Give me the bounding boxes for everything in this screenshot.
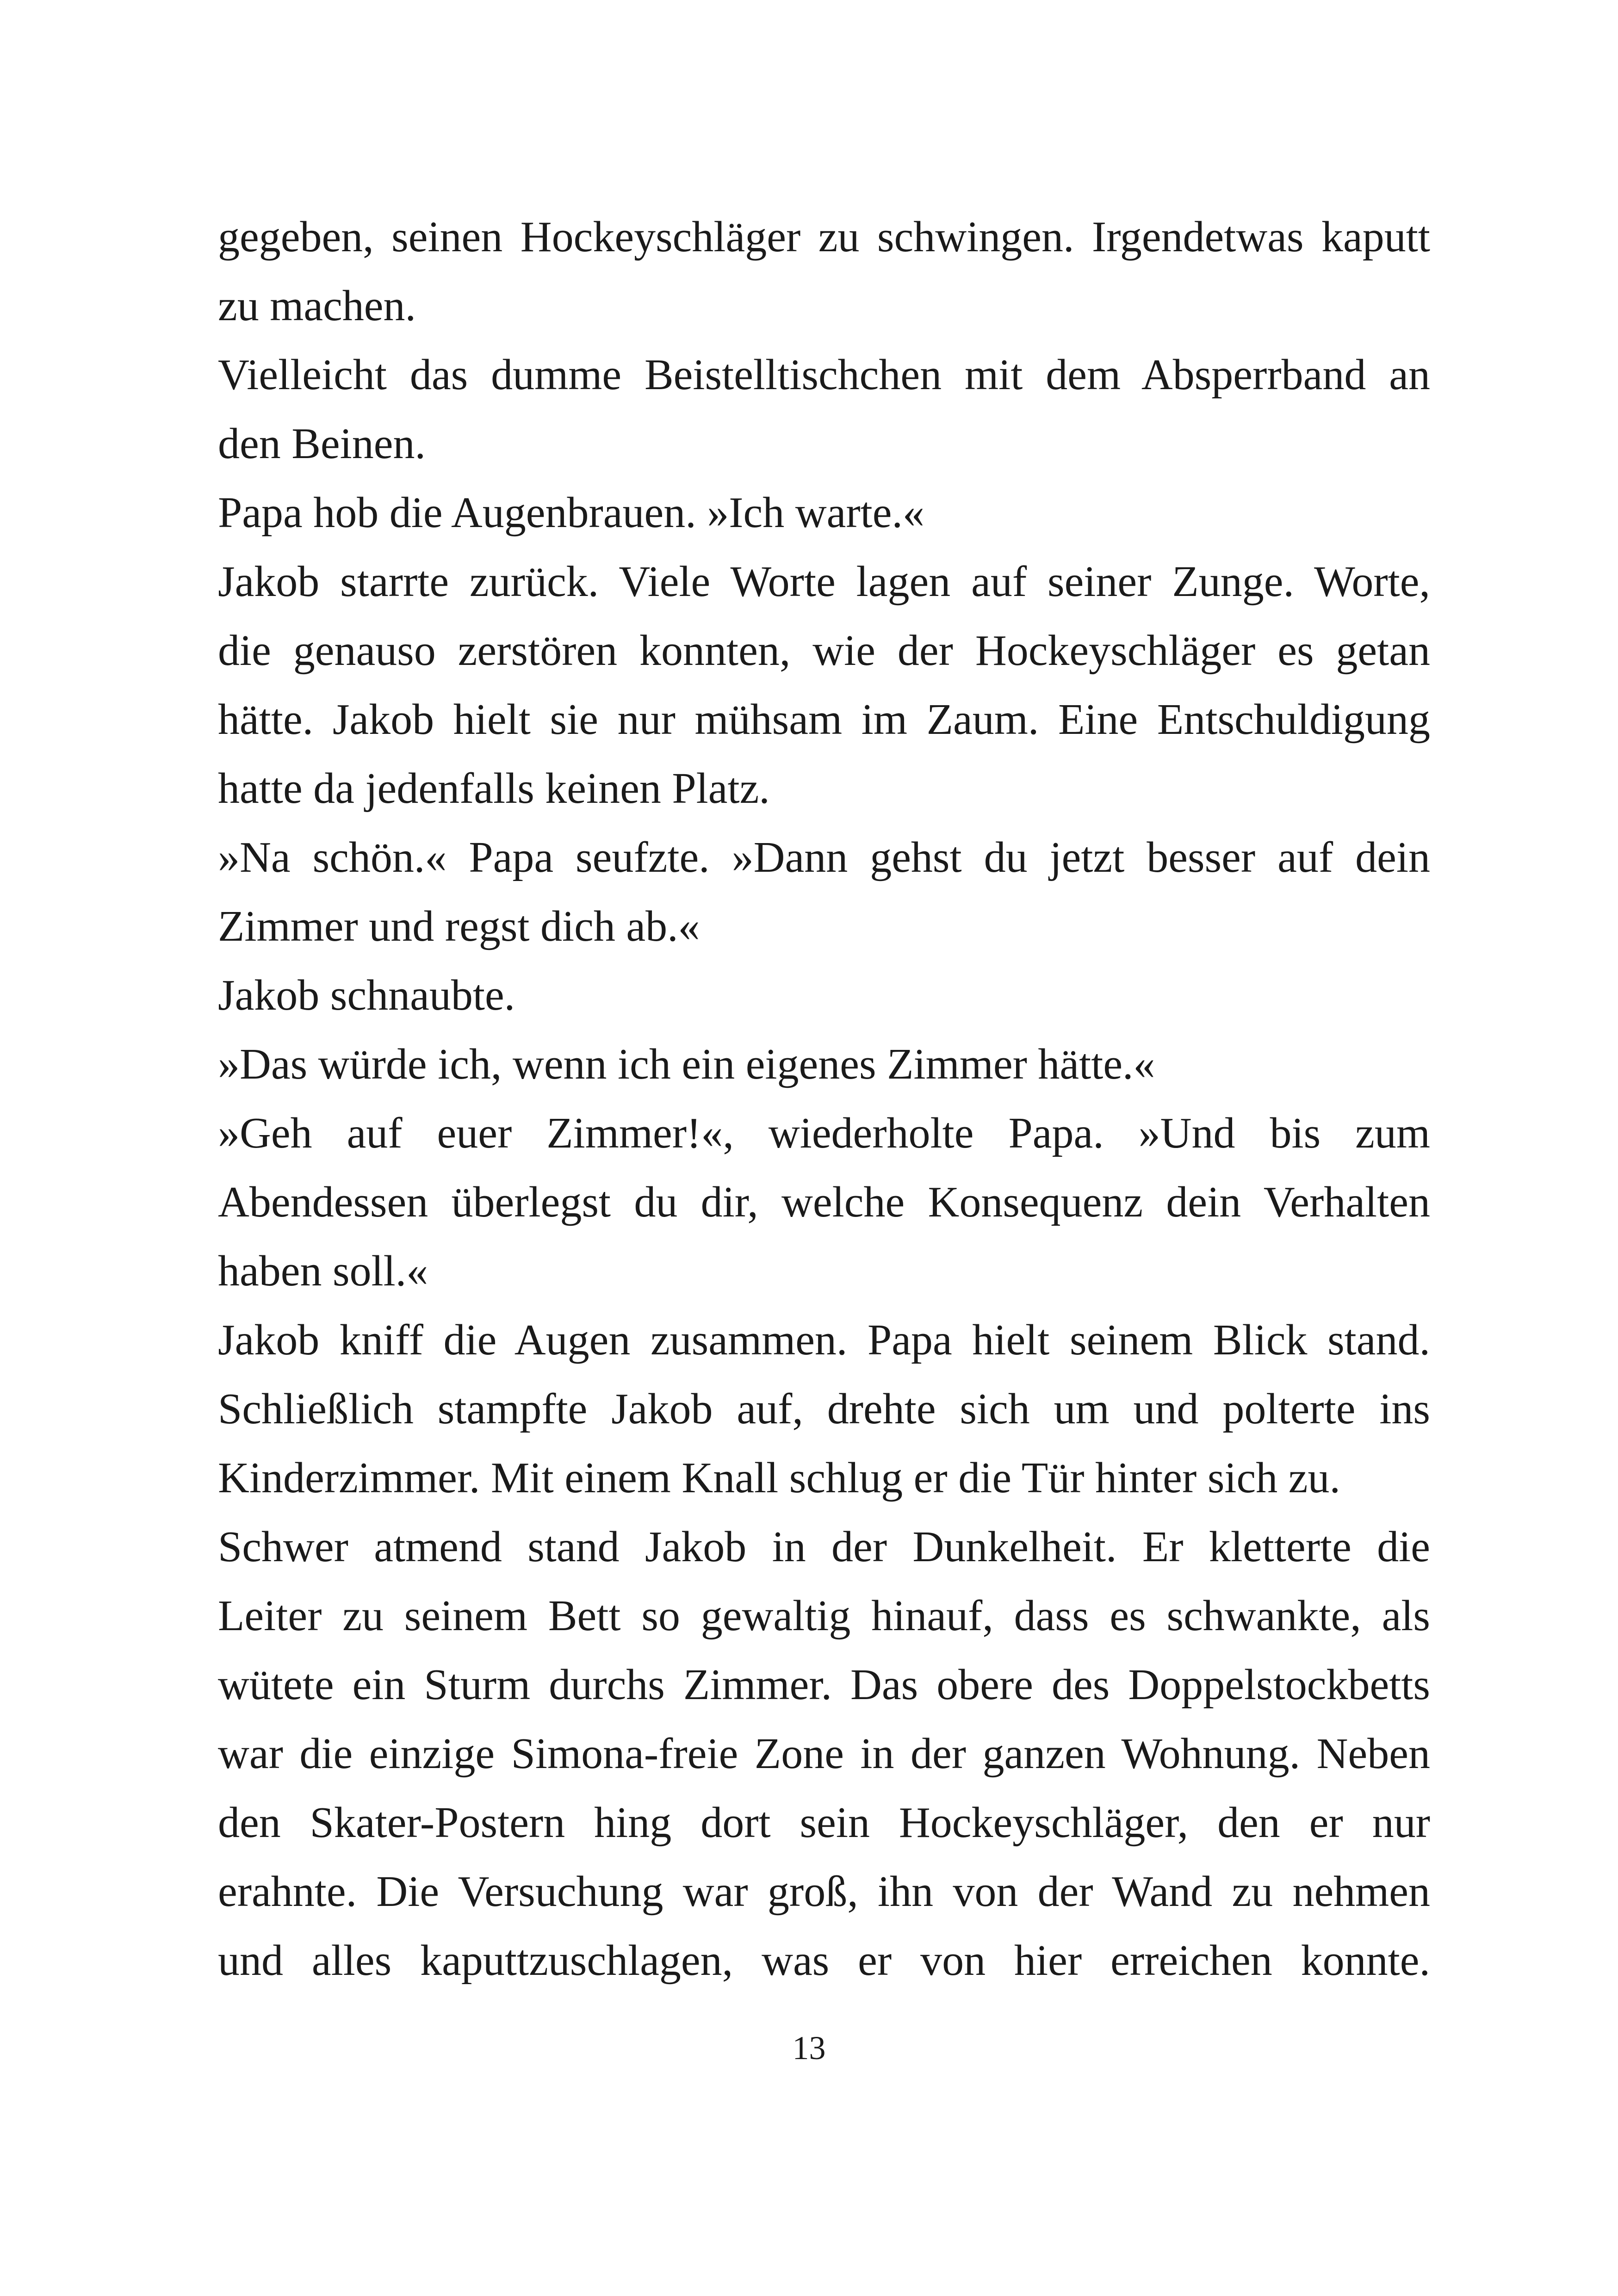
body-text: [218, 203, 1430, 1995]
text-line: erahnte. Die Versuchung war groß, ihn von der Wand zu nehmen: [218, 1868, 1430, 1916]
text-line: Jakob starrte zurück. Viele Worte lagen auf seiner Zunge. Worte,: [218, 558, 1430, 606]
text-line: haben soll.«: [218, 1247, 428, 1295]
text-line: gegeben, seinen Hockeyschläger zu schwingen. Irgendetwas kaputt: [218, 213, 1430, 261]
text-line: wütete ein Sturm durchs Zimmer. Das obere des Doppelstockbetts: [218, 1661, 1430, 1709]
text-line: hätte. Jakob hielt sie nur mühsam im Zaum. Eine Entschuldigung: [218, 695, 1430, 744]
page-number: 13: [792, 2029, 826, 2066]
text-line: »Na schön.« Papa seufzte. »Dann gehst du jetzt besser auf dein: [218, 833, 1430, 881]
text-line: Vielleicht das dumme Beistelltischchen mit dem Absperrband an: [218, 351, 1430, 399]
text-line: »Geh auf euer Zimmer!«, wiederholte Papa. »Und bis zum: [218, 1109, 1430, 1157]
text-line: Papa hob die Augenbrauen. »Ich warte.«: [218, 489, 924, 537]
text-line: Jakob kniff die Augen zusammen. Papa hielt seinem Blick stand.: [218, 1316, 1430, 1364]
text-line: die genauso zerstören konnten, wie der Hockeyschläger es getan: [218, 627, 1430, 675]
text-line: war die einzige Simona-freie Zone in der ganzen Wohnung. Neben: [218, 1730, 1430, 1778]
text-line: hatte da jedenfalls keinen Platz.: [218, 764, 770, 813]
text-line: Jakob schnaubte.: [218, 971, 515, 1019]
text-line: Schwer atmend stand Jakob in der Dunkelheit. Er kletterte die: [218, 1523, 1430, 1571]
text-line: Abendessen überlegst du dir, welche Konsequenz dein Verhalten: [218, 1178, 1430, 1226]
text-line: zu machen.: [218, 282, 416, 330]
text-line: Leiter zu seinem Bett so gewaltig hinauf, dass es schwankte, als: [218, 1592, 1430, 1640]
text-line: Schließlich stampfte Jakob auf, drehte sich um und polterte ins: [218, 1385, 1430, 1433]
text-line: Zimmer und regst dich ab.«: [218, 902, 700, 950]
text-line: den Skater-Postern hing dort sein Hockeyschläger, den er nur: [218, 1799, 1430, 1847]
text-line: den Beinen.: [218, 420, 426, 468]
text-line: »Das würde ich, wenn ich ein eigenes Zimmer hätte.«: [218, 1040, 1155, 1088]
text-line: Kinderzimmer. Mit einem Knall schlug er die Tür hinter sich zu.: [218, 1454, 1340, 1502]
text-line: und alles kaputtzuschlagen, was er von hier erreichen konnte.: [218, 1936, 1430, 1985]
